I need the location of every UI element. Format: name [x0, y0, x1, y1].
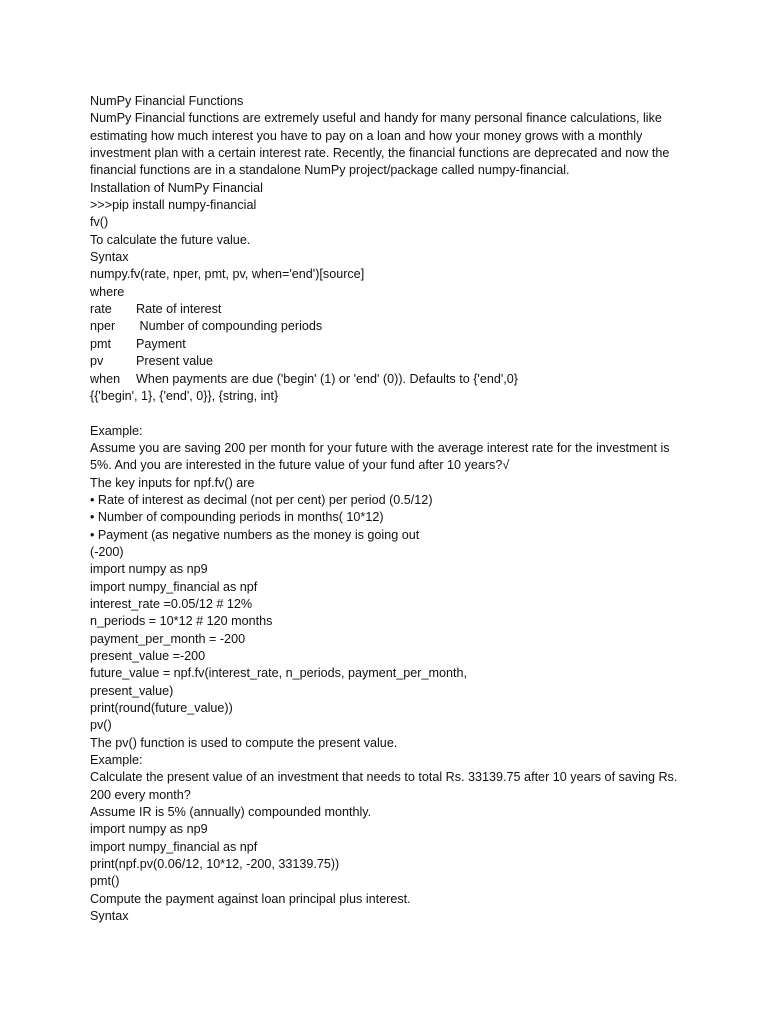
pv-code-block: [90, 821, 690, 873]
param-desc: Number of compounding periods: [136, 319, 323, 334]
pv-description: The pv() function is used to compute the present value.: [90, 735, 398, 750]
param-row: [90, 371, 690, 388]
param-row: [90, 301, 690, 318]
param-name: rate: [90, 302, 112, 317]
fv-key-inputs-intro: The key inputs for npf.fv() are: [90, 475, 255, 490]
fv-example-text: Assume you are saving 200 per month for your future with the average interest rate for the investment is 5%. And you are interested in the future value of your fund after 10 years?√: [90, 440, 670, 473]
code-line: print(round(future_value)): [90, 701, 233, 716]
document-title: NumPy Financial Functions: [90, 94, 244, 108]
pv-example-text: Calculate the present value of an investment that needs to total Rs. 33139.75 after 10 years of saving Rs. 200 every month?: [90, 770, 678, 802]
intro-paragraph: NumPy Financial functions are extremely useful and handy for many personal finance calculations, like estimating how much interest you have to pay on a loan and how your money grows with a monthly investment plan with a certain interest rate. Recently, the financial functions are deprecated and now the financial functions are in a standalone NumPy project/package called numpy-financial.: [90, 111, 670, 178]
fv-example-label: Example:: [90, 423, 143, 438]
param-row: [90, 336, 690, 353]
code-line: print(npf.pv(0.06/12, 10*12, -200, 33139.75)): [90, 857, 340, 872]
param-desc: Rate of interest: [136, 302, 222, 317]
code-line: import numpy_financial as npf: [90, 839, 258, 854]
fv-params-list: [90, 301, 690, 388]
code-line: present_value): [90, 683, 174, 698]
param-row: [90, 353, 690, 370]
code-line: future_value = npf.fv(interest_rate, n_periods, payment_per_month,: [90, 666, 467, 681]
pmt-syntax-label: Syntax: [90, 909, 129, 924]
param-name: nper: [90, 319, 116, 334]
installation-heading: Installation of NumPy Financial: [90, 180, 263, 195]
fv-heading: fv(): [90, 215, 109, 230]
code-line: present_value =-200: [90, 649, 206, 663]
fv-payment-note: (-200): [90, 544, 124, 559]
pv-example-label: Example:: [90, 753, 143, 768]
code-line: n_periods = 10*12 # 120 months: [90, 614, 273, 629]
param-row: [90, 318, 690, 335]
pmt-description: Compute the payment against loan principal plus interest.: [90, 891, 411, 906]
code-line: interest_rate =0.05/12 # 12%: [90, 596, 253, 611]
fv-description: To calculate the future value.: [90, 232, 251, 247]
code-line: import numpy as np9: [90, 822, 208, 837]
code-line: import numpy_financial as npf: [90, 579, 258, 594]
code-line: import numpy as np9: [90, 562, 208, 577]
fv-when-values: {{'begin', 1}, {'end', 0}}, {string, int}: [90, 388, 279, 403]
param-desc: Present value: [136, 354, 214, 369]
pv-heading: pv(): [90, 718, 112, 733]
code-line: payment_per_month = -200: [90, 631, 246, 646]
bullet-item: • Rate of interest as decimal (not per cent) per period (0.5/12): [90, 492, 433, 507]
fv-code-block: [90, 561, 690, 717]
param-desc: Payment: [136, 336, 186, 351]
param-name: when: [90, 371, 121, 386]
param-desc: When payments are due ('begin' (1) or 'end' (0)). Defaults to {'end',0}: [136, 371, 518, 386]
pmt-heading: pmt(): [90, 874, 120, 889]
document-page: [90, 93, 690, 926]
fv-syntax-label: Syntax: [90, 250, 129, 265]
blank-line: [90, 405, 690, 422]
param-name: pv: [90, 354, 104, 369]
param-name: pmt: [90, 336, 111, 351]
bullet-item: • Payment (as negative numbers as the money is going out: [90, 527, 420, 542]
bullet-item: • Number of compounding periods in months( 10*12): [90, 510, 384, 525]
fv-where-label: where: [90, 284, 125, 299]
fv-signature: numpy.fv(rate, nper, pmt, pv, when='end')[source]: [90, 267, 365, 282]
pv-assumption: Assume IR is 5% (annually) compounded monthly.: [90, 805, 372, 820]
install-command: >>>pip install numpy-financial: [90, 198, 257, 213]
